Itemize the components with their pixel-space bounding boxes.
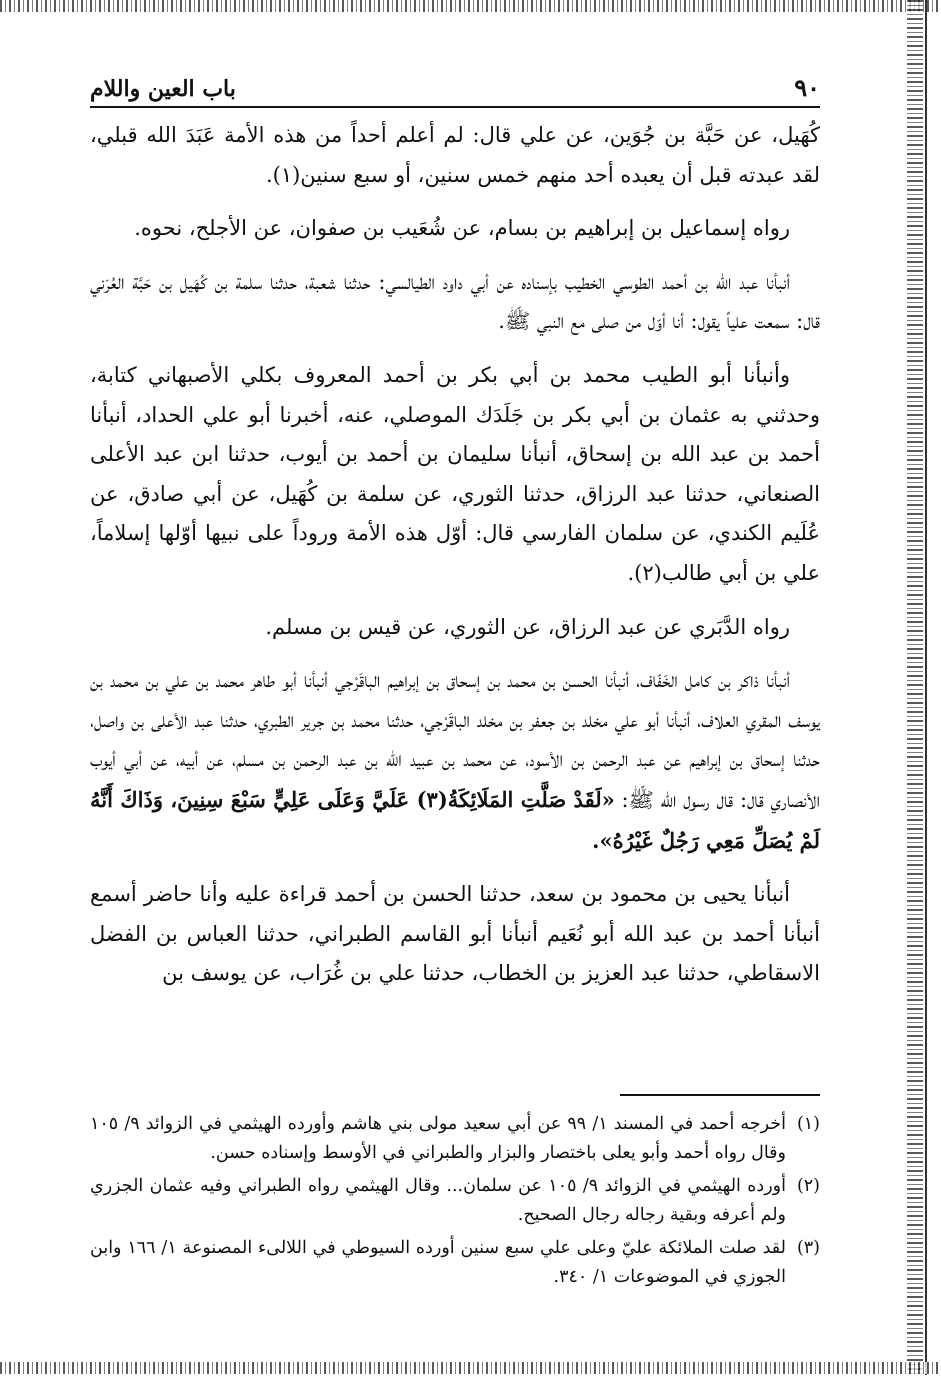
footnote-number: (٢) [796, 1176, 820, 1196]
footnote-item [90, 1234, 820, 1292]
footnote-item [90, 1110, 820, 1168]
footnote-text: أخرجه أحمد في المسند ١/ ٩٩ عن أبي سعيد مولى بني هاشم وأورده الهيثمي في الزوائد ٩/ ١٠٥ وقال رواه أحمد وأبو يعلى باختصار والبزار والطبراني في الأوسط وإسناده حسن. [90, 1114, 786, 1163]
paragraph [90, 209, 820, 249]
footnote-text: أورده الهيثمي في الزوائد ٩/ ١٠٥ عن سلمان... وقال الهيثمي رواه الطبراني وفيه عثمان الجزري ولم أعرفه وبقية رجاله رجال الصحيح. [90, 1176, 786, 1225]
paragraph-text: كُهَيل، عن حَبَّة بن جُوَين، عن علي قال: لم أعلم أحداً من هذه الأمة عَبَدَ الله قبلي، لقد عبدته قبل أن يعبده أحد منهم خمس سنين، أو سبع سنين(١). [90, 123, 820, 187]
top-decorative-border [0, 0, 941, 12]
footnote-number: (١) [796, 1114, 820, 1134]
paragraph [90, 356, 820, 594]
paragraph [90, 608, 820, 648]
paragraph-text: رواه الدَّبَري عن عبد الرزاق، عن الثوري، عن قيس بن مسلم. [265, 614, 790, 639]
paragraph [90, 116, 820, 195]
footnote-separator [620, 1094, 820, 1096]
footnote-number: (٣) [796, 1238, 820, 1258]
footnote-text: لقد صلت الملائكة عليّ وعلى علي سبع سنين أورده السيوطي في اللالىء المصنوعة ١/ ١٦٦ وابن الجوزي في الموضوعات ١/ ٣٤٠. [90, 1238, 786, 1287]
paragraph [90, 263, 820, 342]
page-header [90, 62, 820, 108]
bottom-decorative-border [0, 1362, 941, 1374]
paragraph [90, 661, 820, 861]
right-decorative-border [907, 0, 923, 1375]
footnotes [90, 1110, 820, 1296]
paragraph-text: أنبأنا ذاكر بن كامل الخَفّاف، أنبأنا الحسن بن محمد بن إسحاق بن إبراهيم الباقَرْجي أنبأنا أبو طاهر محمد بن علي بن محمد بن يوسف المقري العلاف، أنبأنا أبو علي مخلد بن جعفر بن مخلد الباقَرْجي، حدثنا محمد بن جرير الطبري، حدثنا عبد الأعلى بن واصل، حدثنا إسحاق بن إبراهيم عن عبد الرحمن بن الأسود، عن محمد بن عبيد الله بن عبد الرحمن بن مسلم، عن أبيه، عن أبي أيوب الأنصاري قال: قال رسول الله ﷺ: [90, 668, 820, 812]
paragraph-text: وأنبأنا أبو الطيب محمد بن أبي بكر بن أحمد المعروف بكلي الأصبهاني كتابة، وحدثني به عثمان بن أبي بكر بن جَلَدَك الموصلي، عنه، أخبرنا أبو علي الحداد، أنبأنا أحمد بن عبد الله بن إسحاق، أنبأنا سليمان بن أحمد بن أيوب، حدثنا ابن عبد الأعلى الصنعاني، حدثنا عبد الرزاق، حدثنا الثوري، عن سلمة بن كُهَيل، عن أبي صادق، عن عُلَيم الكندي، عن سلمان الفارسي قال: أوّل هذه الأمة وروداً على نبيها أوّلها إسلاماً، علي بن أبي طالب(٢). [90, 362, 820, 585]
footnote-item [90, 1172, 820, 1230]
page-content [90, 62, 820, 1008]
right-border-line [925, 0, 927, 1375]
hadith-quote: «لَقَدْ صَلَّتِ المَلَائِكَةُ(٣) عَلَيَّ وَعَلَى عَلِيٍّ سَبْعَ سِنِينَ، وَذَاكَ أَنَّهُ لَمْ يُصَلِّ مَعِي رَجُلٌ غَيْرُهُ». [90, 786, 820, 853]
page-number: ٩٠ [794, 73, 820, 102]
paragraph [90, 875, 820, 994]
paragraph-text: رواه إسماعيل بن إبراهيم بن بسام، عن شُعَيب بن صفوان، عن الأجلح، نحوه. [134, 216, 790, 241]
main-text [90, 116, 820, 994]
chapter-title: باب العين واللام [90, 76, 236, 102]
paragraph-text: أنبأنا عبد الله بن أحمد الطوسي الخطيب بإسناده عن أبي داود الطيالسي: حدثنا شعبة، حدثنا سلمة بن كُهَيل بن حَبَّة العُرَني قال: سمعت علياً يقول: أنا أوّل من صلى مع النبي ﷺ. [90, 269, 820, 334]
paragraph-text: أنبأنا يحيى بن محمود بن سعد، حدثنا الحسن بن أحمد قراءة عليه وأنا حاضر أسمع أنبأنا أحمد بن عبد الله أبو نُعَيم أنبأنا أبو القاسم الطبراني، حدثنا العباس بن الفضل الاسقاطي، حدثنا عبد العزيز بن الخطاب، حدثنا علي بن غُرَاب، عن يوسف بن [90, 882, 820, 986]
